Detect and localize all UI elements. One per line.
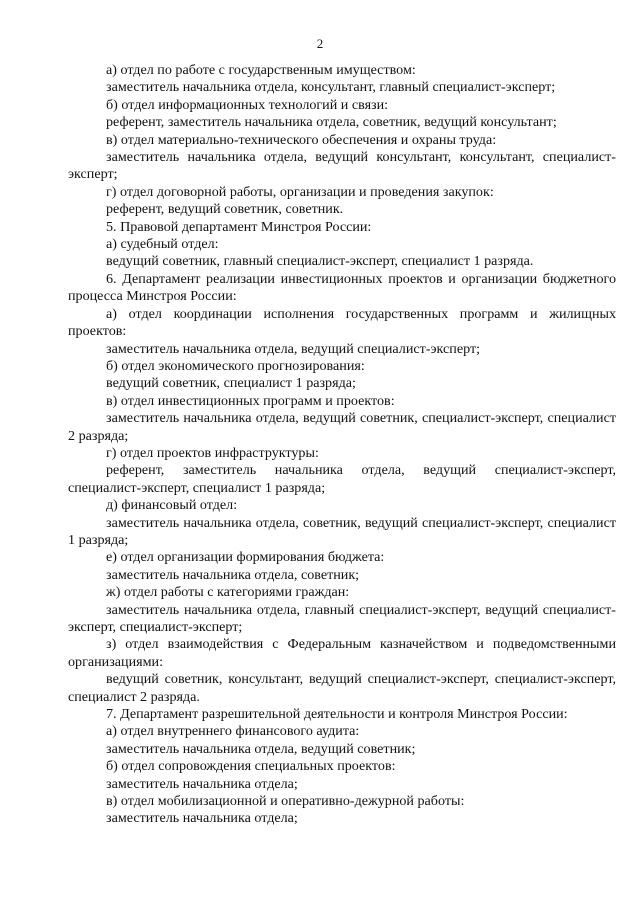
paragraph-35: заместитель начальника отдела;: [106, 810, 298, 827]
paragraph-1: а) отдел по работе с государственным имуществом:: [106, 62, 416, 78]
paragraph-20: референт, заместитель начальника отдела, ведущий специалист-эксперт, специалист-эксперт, специалист 1 разряда;: [68, 462, 616, 496]
paragraph-7: г) отдел договорной работы, организации и проведения закупок:: [106, 183, 494, 200]
paragraph-12: 6. Департамент реализации инвестиционных проектов и организации бюджетного процесса Минстроя России:: [68, 270, 616, 305]
paragraph-16: ведущий советник, специалист 1 разряда;: [106, 375, 356, 392]
paragraph-14: заместитель начальника отдела, ведущий специалист-эксперт;: [106, 340, 481, 357]
paragraph-31: заместитель начальника отдела, ведущий советник;: [106, 740, 416, 757]
paragraph-17: в) отдел инвестиционных программ и проектов:: [106, 392, 395, 409]
document-body: [68, 62, 616, 828]
paragraph-34: в) отдел мобилизационной и оперативно-дежурной работы:: [106, 793, 465, 810]
paragraph-26: заместитель начальника отдела, главный специалист-эксперт, ведущий специалист-эксперт, специалист-эксперт;: [68, 601, 616, 635]
paragraph-11: ведущий советник, главный специалист-эксперт, специалист 1 разряда.: [106, 253, 534, 270]
paragraph-15: б) отдел экономического прогнозирования:: [106, 357, 365, 374]
paragraph-33: заместитель начальника отдела;: [106, 775, 298, 792]
paragraph-8: референт, ведущий советник, советник.: [106, 201, 344, 218]
paragraph-32: б) отдел сопровождения специальных проектов:: [106, 758, 396, 775]
paragraph-6: заместитель начальника отдела, ведущий консультант, консультант, специалист-эксперт;: [68, 149, 616, 183]
paragraph-9: 5. Правовой департамент Минстроя России:: [106, 218, 372, 235]
paragraph-22: заместитель начальника отдела, советник, ведущий специалист-эксперт, специалист 1 разряда;: [68, 514, 616, 548]
paragraph-3: б) отдел информационных технологий и связи:: [106, 96, 389, 113]
paragraph-28: ведущий советник, консультант, ведущий специалист-эксперт, специалист-эксперт, специалист 2 разряда.: [68, 671, 616, 705]
paragraph-13: а) отдел координации исполнения государственных программ и жилищных проектов:: [68, 305, 616, 340]
paragraph-27: з) отдел взаимодействия с Федеральным казначейством и подведомственными организациями:: [68, 636, 616, 670]
paragraph-2: заместитель начальника отдела, консультант, главный специалист-эксперт;: [106, 79, 556, 96]
paragraph-24: заместитель начальника отдела, советник;: [106, 566, 360, 583]
paragraph-19: г) отдел проектов инфраструктуры:: [106, 444, 319, 461]
paragraph-21: д) финансовый отдел:: [106, 497, 238, 514]
paragraph-10: а) судебный отдел:: [106, 236, 219, 253]
paragraph-25: ж) отдел работы с категориями граждан:: [106, 584, 350, 601]
paragraph-23: е) отдел организации формирования бюджета:: [106, 549, 385, 566]
paragraph-30: а) отдел внутреннего финансового аудита:: [106, 723, 360, 740]
paragraph-4: референт, заместитель начальника отдела, советник, ведущий консультант;: [106, 114, 557, 131]
paragraph-18: заместитель начальника отдела, ведущий советник, специалист-эксперт, специалист 2 разряда;: [68, 410, 616, 444]
paragraph-29: 7. Департамент разрешительной деятельности и контроля Минстроя России:: [106, 706, 568, 723]
page-number: 2: [316, 36, 324, 51]
paragraph-5: в) отдел материально-технического обеспечения и охраны труда:: [106, 131, 497, 148]
